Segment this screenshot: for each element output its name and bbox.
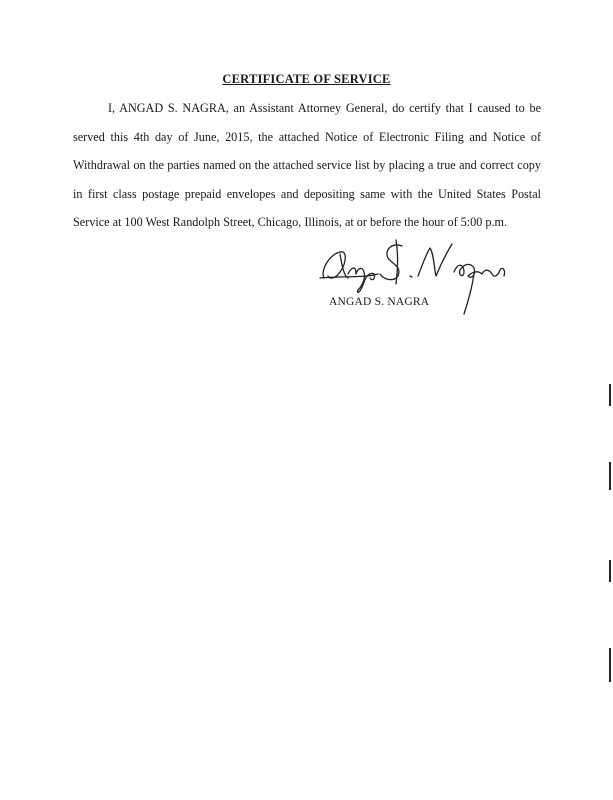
scan-edge-mark [609,462,611,490]
certification-paragraph: I, ANGAD S. NAGRA, an Assistant Attorney General, do certify that I caused to be served this 4th day of June, 2015, the attached Notice of Electronic Filing and Notice of Withdrawal on the parties named on the attached service list by placing a true and correct copy in first class postage prepaid envelopes and depositing same with the United States Postal Service at 100 West Randolph Street, Chicago, Illinois, at or before the hour of 5:00 p.m. [73,101,541,229]
handwritten-signature [318,232,518,322]
scan-edge-mark [609,648,611,682]
document-title: CERTIFICATE OF SERVICE [222,72,391,86]
scan-edge-mark [609,384,611,406]
signatory-name: ANGAD S. NAGRA [329,296,430,308]
scan-edge-mark [609,560,611,582]
